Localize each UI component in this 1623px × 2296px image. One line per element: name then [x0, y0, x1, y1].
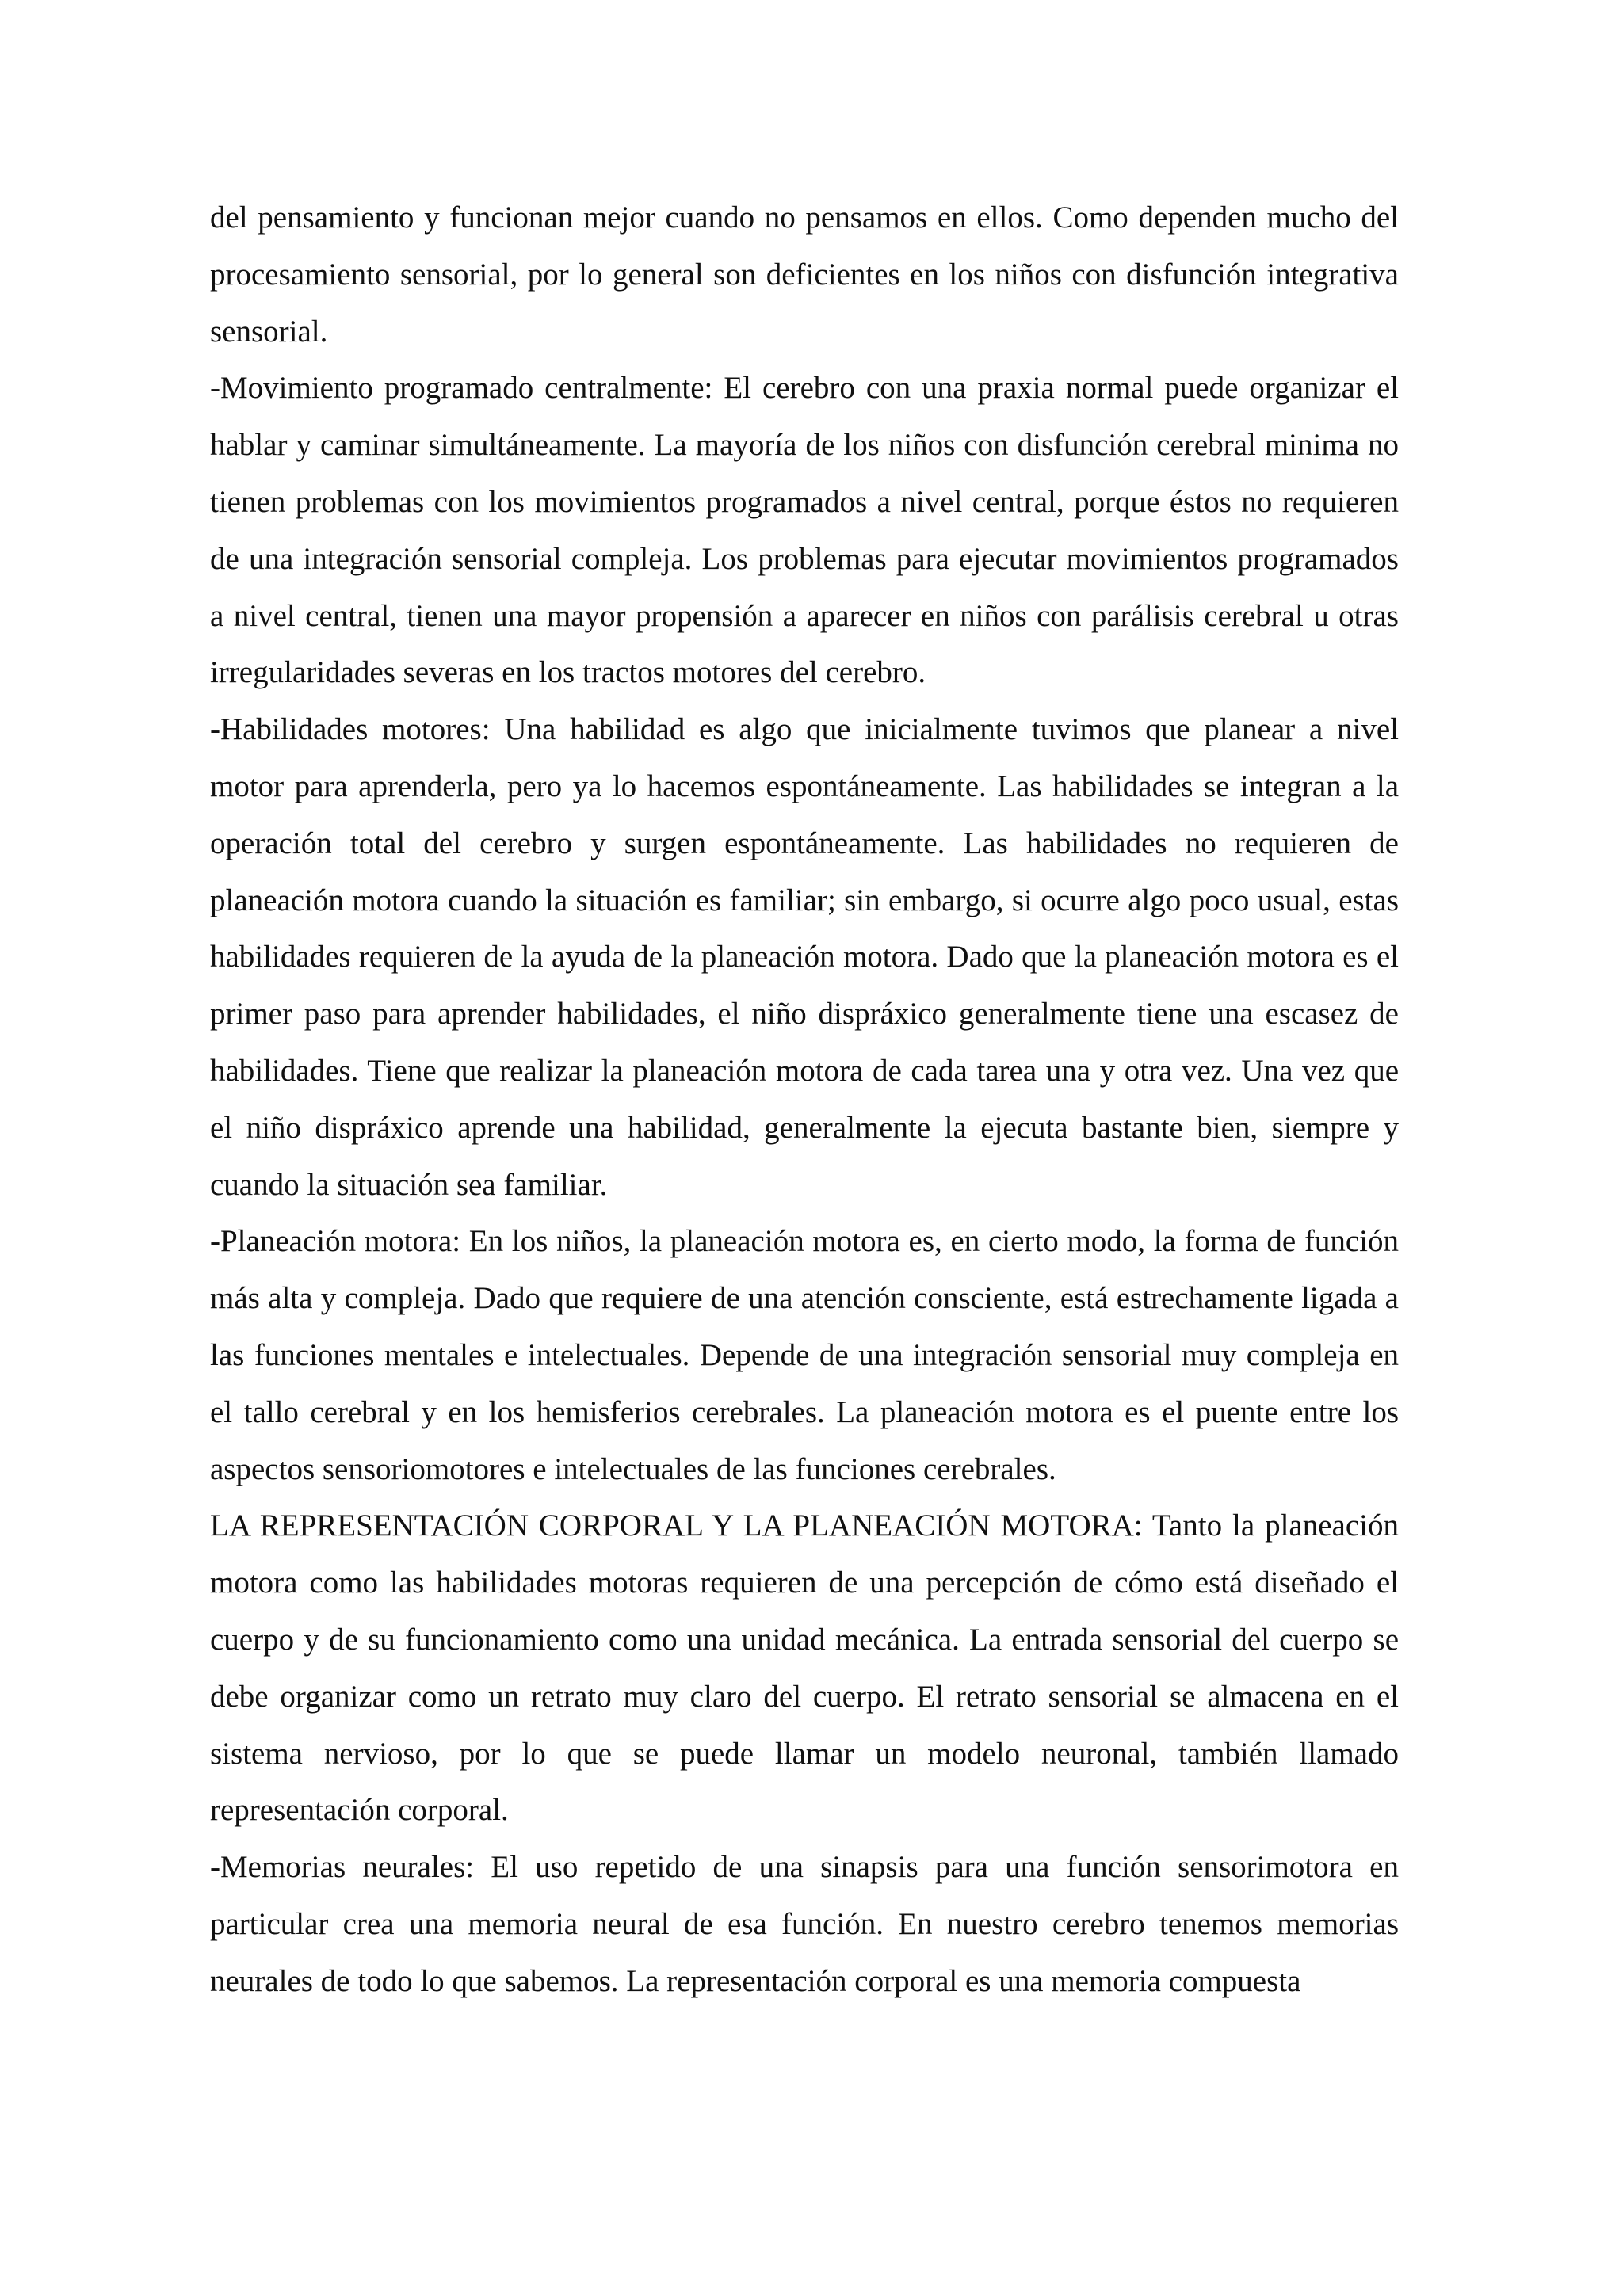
paragraph-automatic-functions: del pensamiento y funcionan mejor cuando no pensamos en ellos. Como dependen mucho del procesamiento sensorial, por lo general son deficientes en los niños con disfunción integrativa sensorial.	[210, 200, 1399, 349]
paragraph-motor-planning: -Planeación motora: En los niños, la planeación motora es, en cierto modo, la forma de función más alta y compleja. Dado que requiere de una atención consciente, está estrechamente ligada a las funciones mentales e intelectuales. Depende de una integración sensorial muy compleja en el tallo cerebral y en los hemisferios cerebrales. La planeación motora es el puente entre los aspectos sensoriomotores e intelectuales de las funciones cerebrales.	[210, 1224, 1399, 1486]
paragraph-central-programmed-movement: -Movimiento programado centralmente: El cerebro con una praxia normal puede organizar el hablar y caminar simultáneamente. La mayoría de los niños con disfunción cerebral minima no tienen problemas con los movimientos programados a nivel central, porque éstos no requieren de una integración sensorial compleja. Los problemas para ejecutar movimientos programados a nivel central, tienen una mayor propensión a aparecer en niños con parálisis cerebral u otras irregularidades severas en los tractos motores del cerebro.	[210, 371, 1399, 690]
paragraph-body-representation: LA REPRESENTACIÓN CORPORAL Y LA PLANEACIÓN MOTORA: Tanto la planeación motora como las habilidades motoras requieren de una percepción de cómo está diseñado el cuerpo y de su funcionamiento como una unidad mecánica. La entrada sensorial del cuerpo se debe organizar como un retrato muy claro del cuerpo. El retrato sensorial se almacena en el sistema nervioso, por lo que se puede llamar un modelo neuronal, también llamado representación corporal.	[210, 1508, 1399, 1828]
paragraph-neural-memories: -Memorias neurales: El uso repetido de una sinapsis para una función sensorimotora en particular crea una memoria neural de esa función. En nuestro cerebro tenemos memorias neurales de todo lo que sabemos. La representación corporal es una memoria compuesta	[210, 1850, 1399, 1998]
body-text	[210, 189, 1399, 2010]
paragraph-motor-skills: -Habilidades motores: Una habilidad es algo que inicialmente tuvimos que planear a nivel motor para aprenderla, pero ya lo hacemos espontáneamente. Las habilidades se integran a la operación total del cerebro y surgen espontáneamente. Las habilidades no requieren de planeación motora cuando la situación es familiar; sin embargo, si ocurre algo poco usual, estas habilidades requieren de la ayuda de la planeación motora. Dado que la planeación motora es el primer paso para aprender habilidades, el niño dispráxico generalmente tiene una escasez de habilidades. Tiene que realizar la planeación motora de cada tarea una y otra vez. Una vez que el niño dispráxico aprende una habilidad, generalmente la ejecuta bastante bien, siempre y cuando la situación sea familiar.	[210, 712, 1399, 1202]
